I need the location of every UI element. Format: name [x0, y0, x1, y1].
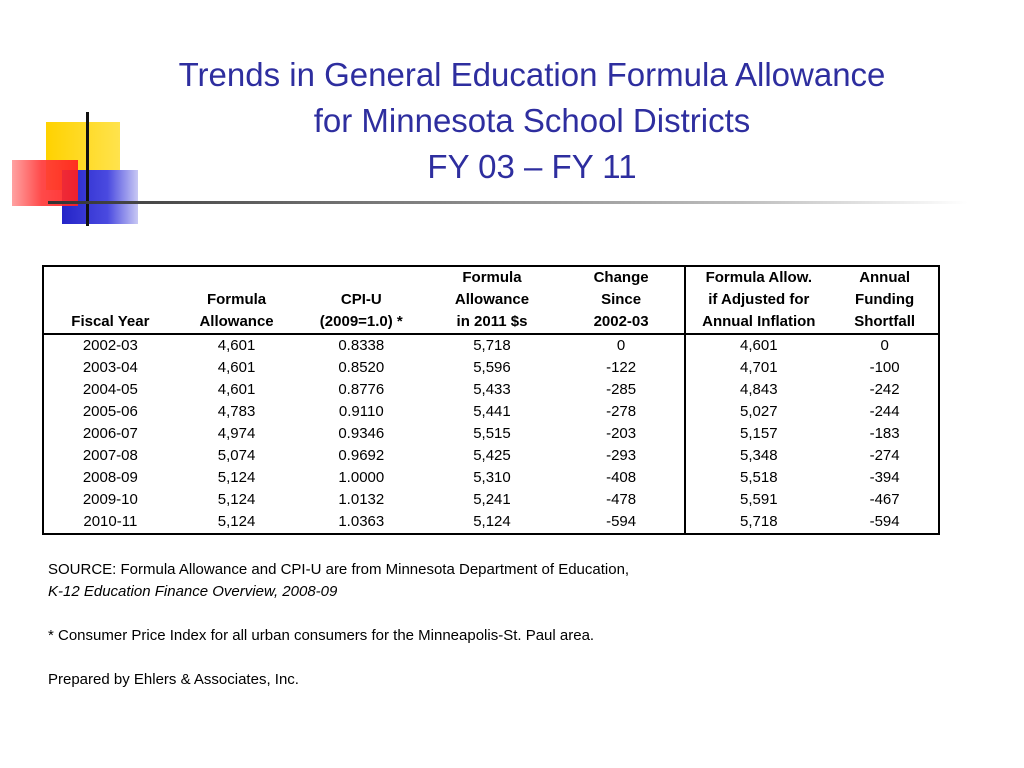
table-cell: 5,348	[685, 445, 831, 467]
table-cell: 2006-07	[82, 425, 138, 442]
table-cell: 0.9692	[338, 447, 385, 464]
table-cell: 5,718	[685, 511, 831, 534]
column-header-cell: Annual Inflation	[685, 311, 831, 334]
table-row	[43, 445, 939, 467]
table-cell: 2008-09	[82, 469, 138, 486]
title-line-1: Trends in General Education Formula Allowance	[178, 56, 886, 93]
table-cell: 5,124	[217, 491, 256, 508]
table-header	[43, 266, 939, 334]
table-cell: 4,601	[217, 337, 256, 354]
column-header-cell: Formula	[206, 291, 267, 308]
column-header-cell	[296, 266, 426, 289]
table-cell: -278	[606, 403, 637, 420]
source-publication: K-12 Education Finance Overview, 2008-09	[48, 583, 338, 600]
table-cell: -594	[869, 513, 900, 530]
column-header-cell: CPI-U	[340, 291, 382, 308]
table-cell: 5,591	[685, 489, 831, 511]
column-header-cell	[43, 266, 177, 289]
table-cell: 5,718	[473, 337, 511, 354]
table-row	[43, 401, 939, 423]
table-cell: 2003-04	[82, 359, 138, 376]
table-row	[43, 423, 939, 445]
table-cell: 4,601	[217, 381, 256, 398]
prepared-by-note: Prepared by Ehlers & Associates, Inc.	[48, 671, 299, 688]
table-cell: 4,783	[217, 403, 256, 420]
table-cell: 0	[880, 337, 889, 354]
table-cell: -293	[606, 447, 637, 464]
table-cell: 0.9110	[338, 403, 384, 420]
table-cell: -244	[869, 403, 900, 420]
table-cell: -242	[869, 381, 900, 398]
horizontal-line-shape	[48, 201, 968, 204]
formula-allowance-table	[42, 265, 940, 535]
title-line-3: FY 03 – FY 11	[427, 148, 637, 185]
title-line-2: for Minnesota School Districts	[313, 102, 751, 139]
table-cell: 5,441	[473, 403, 511, 420]
table-cell: 4,701	[685, 357, 831, 379]
source-note: SOURCE: Formula Allowance and CPI-U are from Minnesota Department of Education,	[48, 561, 630, 578]
table-cell: 5,515	[473, 425, 511, 442]
table-row	[43, 467, 939, 489]
table-cell: 0.9346	[338, 425, 385, 442]
table-cell: 5,310	[473, 469, 511, 486]
table-cell: 4,843	[685, 379, 831, 401]
table-cell: 2007-08	[82, 447, 138, 464]
table-row	[43, 334, 939, 357]
table-cell: 4,601	[217, 359, 256, 376]
column-header-cell: Change	[593, 269, 649, 286]
table-cell: 2005-06	[82, 403, 138, 420]
table-cell: 2009-10	[82, 491, 138, 508]
column-header-cell: Formula Allow.	[685, 266, 831, 289]
column-header-cell: Allowance	[177, 311, 297, 334]
table-cell: -478	[606, 491, 637, 508]
table-cell: 2002-03	[82, 337, 138, 354]
page-title	[60, 52, 1004, 190]
table-cell: 5,596	[473, 359, 511, 376]
column-header-cell: if Adjusted for	[685, 289, 831, 311]
table-cell: -274	[869, 447, 900, 464]
table-cell: 5,433	[473, 381, 511, 398]
header-row	[43, 311, 939, 334]
cpi-footnote: * Consumer Price Index for all urban consumers for the Minneapolis-St. Paul area.	[48, 627, 595, 644]
table-cell: 5,425	[473, 447, 511, 464]
column-header-cell: Fiscal Year	[43, 311, 177, 334]
header-row	[43, 289, 939, 311]
table-body	[43, 334, 939, 534]
column-header-cell: (2009=1.0) *	[296, 311, 426, 334]
column-header-cell	[177, 266, 297, 289]
table-cell: -408	[606, 469, 637, 486]
table-cell: -467	[869, 491, 900, 508]
table-cell: -203	[606, 425, 637, 442]
column-header-cell: Annual	[859, 269, 911, 286]
table-cell: 0.8776	[338, 381, 385, 398]
table-cell: 5,241	[473, 491, 511, 508]
column-header-cell: Shortfall	[831, 311, 939, 334]
table-cell: 1.0132	[338, 491, 385, 508]
table-row	[43, 511, 939, 534]
table-cell: 1.0363	[338, 513, 385, 530]
table-cell: 4,601	[685, 334, 831, 357]
table-row	[43, 379, 939, 401]
table-row	[43, 489, 939, 511]
table-cell: -122	[606, 359, 637, 376]
table-cell: 2010-11	[83, 513, 138, 530]
table-cell: 2004-05	[82, 381, 138, 398]
table-cell: 1.0000	[338, 469, 385, 486]
table-cell: 5,157	[685, 423, 831, 445]
column-header-cell: in 2011 $s	[426, 311, 558, 334]
table-cell: -285	[606, 381, 637, 398]
table-cell: -394	[869, 469, 900, 486]
column-header-cell: 2002-03	[558, 311, 686, 334]
header-row	[43, 266, 939, 289]
table-cell: 0.8520	[338, 359, 385, 376]
table-cell: 4,974	[217, 425, 256, 442]
table-cell: 0.8338	[338, 337, 385, 354]
table-cell: 5,124	[473, 513, 511, 530]
footnotes	[48, 559, 988, 691]
table-cell: 5,074	[217, 447, 256, 464]
table-cell: 5,518	[685, 467, 831, 489]
column-header-cell: Formula	[462, 269, 522, 286]
table-cell: 5,027	[685, 401, 831, 423]
table-cell: 5,124	[217, 469, 256, 486]
table-row	[43, 357, 939, 379]
table-cell: 0	[616, 337, 626, 354]
column-header-cell: Since	[601, 291, 642, 308]
table-cell: -183	[869, 425, 900, 442]
column-header-cell	[43, 289, 177, 311]
column-header-cell: Allowance	[454, 291, 530, 308]
table-cell: -594	[606, 513, 637, 530]
column-header-cell: Funding	[855, 291, 915, 308]
table-cell: 5,124	[217, 513, 256, 530]
table-cell: -100	[869, 359, 900, 376]
